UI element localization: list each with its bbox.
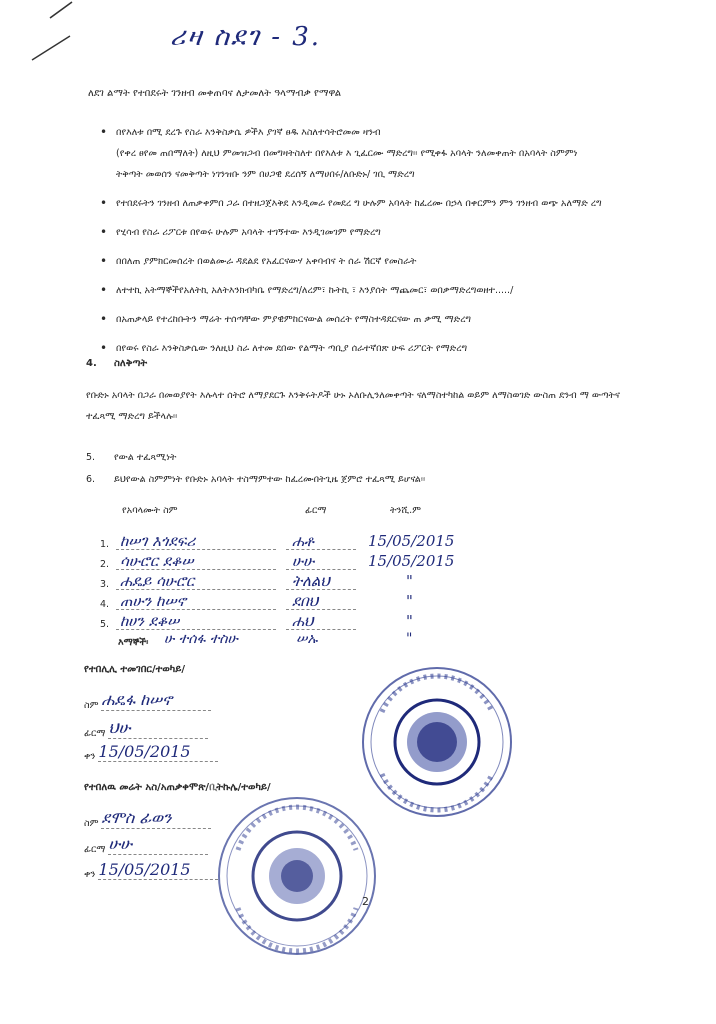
row-number: 1. [100,539,110,550]
row-number: 2. [100,559,110,570]
institution-date-field [84,860,218,880]
receiver-signature-field [84,718,208,739]
column-header-signature: ፊርማ [305,505,327,516]
member-date: " [406,612,413,630]
institution-name: ደሞስ ፊወን [101,808,172,827]
institution-signature: ሁሁ [108,834,133,853]
row-number: 4. [100,599,110,610]
receiver-name-field [84,690,211,711]
date-label: ቀን [84,751,96,762]
list-item: • ለተተኪ አትማኞችየአለትኪ አለትእንክብካቤ የማድረግ/ለረም፣ ኩትኪ ፣ እንያሰት ማጨመር፣ ወበቃማድረግወዘተ...../ [100,280,660,301]
member-date: 15/05/2015 [368,532,455,550]
witness-name: ሁ ተሰፋ ተስሁ [164,631,238,647]
section-4-number: 4. [86,358,97,369]
section-5-number: 5. [86,452,96,463]
table-row [100,573,460,593]
page-number: 2 [362,895,369,908]
section-6-number: 6. [86,474,96,485]
member-date: 15/05/2015 [368,552,455,570]
table-row [100,593,460,613]
institution-date: 15/05/2015 [98,860,191,879]
member-name: ሳሁሮር ደቆሠ [120,552,194,570]
member-date: " [406,592,413,610]
list-item: • በየወሩ የስራ እንቅስቃሴው ንለዚህ ስራ ለተመ ደበው የልማት ጣቢያ ሰራተኛበጽ ሁፍ ሪፖርት የማድረግ [100,338,660,359]
section-4-text: የቡድኑ አባላት በጋራ በመወያየት እሉላተ ሰትሮ ለማያደርጉ እንቅሩትዶች ሁኑ ኦለቡሊንለመቀጣት ናለማስተካከል ወይም ለማስወገድ ውስጠ ደንብ ማ ውጣትና ተፈጻሚ ማድረግ ይችላሉ፡፡ [86,390,620,422]
member-signature: ሁሁ [292,552,315,570]
table-row [100,533,460,553]
date-label: ቀን [84,869,96,880]
table-row [100,553,460,573]
receiver-name: ሐዴፋ ከሠኖ [101,690,173,709]
receiver-date: 15/05/2015 [98,742,191,761]
receiver-date-field [84,742,218,762]
member-signature: ሐህ [292,612,314,630]
list-item: • በየእለቱ በሚ ደረጉ የስራ እንቅስቃሴ ዎችእ ያገኛ ፀዱ እስለተሳትሮመመ ዛንብ (የቀረ ፀየመ ጠበማለት) ለዚህ ምመዝጋብ በመግዛትስለተ በየእለቱ እ ጊፈርሙ ማድረግ፡፡ የሚቀፋ አባላት ንለመቀጠት በአባላት ስምምነ ትቅጣት መወሰን ናመቅጣት ነገንዝቡ ንም በሀጋዊ ደረሰኝ ለማሀበሩ/ለቡድኑ/ ገቢ ማድረግ [100,122,660,185]
table-row [100,613,460,633]
corner-pen-mark [20,0,80,70]
member-name: ጠሁን ከሠኖ [120,592,186,610]
member-name: ከሀን ደቆሠ [120,612,180,630]
handwritten-title: ሪዛ ስደገ - 3. [170,22,322,52]
name-label: ስም [84,700,99,711]
column-header-date: ትንሺ.ም [390,505,422,516]
member-signature: ሐቶ [292,532,314,550]
column-header-name: የአባላሙት ስም [122,505,178,516]
section-5-title: የውል ተፈጻሚነት [114,452,177,463]
institution-signature-field [84,834,208,855]
list-item: • በበለጠ ያምክርመሰረት በወልሙራ ዳደልደ የአፈርናውሃ አቀባብና ት ሰራ ሽርኛ የመስራት [100,251,660,272]
institution-name-field [84,808,211,829]
member-date: " [406,572,413,590]
institution-label: የተበለዉ መሬት አስ/አጠቃቀሞጽ/ቢትኩሌ/ተወካይ/ [84,782,271,793]
row-number: 5. [100,619,110,630]
witness-date: " [406,631,413,647]
list-item: • የሂሳብ የስራ ሪፖርቱ በየወሩ ሁሉም አባላት ተገኝተው እንዲገመገም የማድረግ [100,222,660,243]
signature-label: ፊርማ [84,844,106,855]
name-label: ስም [84,818,99,829]
list-item: • የተበደሩትን ገንዘብ ለጠቃቀምበ ጋራ በተዘጋጀእቅደ እንዲመራ የመደረ ግ ሁሉም አባላት ከፈረሙ በኃላ በቀርምን ምን ገንዘብ ወጭ አለማድ ረግ [100,193,660,214]
receiver-label: የተበሊሊ ተመገበር/ተወካይ/ [84,664,186,675]
receiver-signature: ህሁ [108,718,131,737]
section-4-title: ስለቅጣት [114,358,148,369]
intro-heading: ለደገ ልማት የተበደሩት ገንዘብ መቀጠባና ለታመለት ዓላማብቃ የማዋል [88,88,342,99]
witness-signature: ሠኡ [296,631,318,647]
section-6-text: ይህየውል ስምምነት የቡድኑ አባላት ተስማምተው ከፈረሙበትጊዜ ጀምሮ ተፈጻሚ ይሆናል፡፡ [114,474,426,485]
obligations-list [100,122,660,367]
list-item: • በአጠቃላይ የተረከቡትን ማሬት ተሰጣቸው ምያዊምከርናውል መሰረት የማስተዳደርናው ጠ ቃሚ ማድረግ [100,309,660,330]
member-signature: ደበህ [292,592,319,610]
member-signature: ትለልህ [292,572,330,590]
signature-label: ፊርማ [84,728,106,739]
witness-label: እማኞች፡ [118,637,149,648]
official-stamp-icon [212,790,382,962]
member-name: ሐዴይ ሳሁሮር [120,572,195,590]
row-number: 3. [100,579,110,590]
member-name: ከሠገ እጎደፍሪ [120,532,196,550]
witness-row [100,633,460,653]
